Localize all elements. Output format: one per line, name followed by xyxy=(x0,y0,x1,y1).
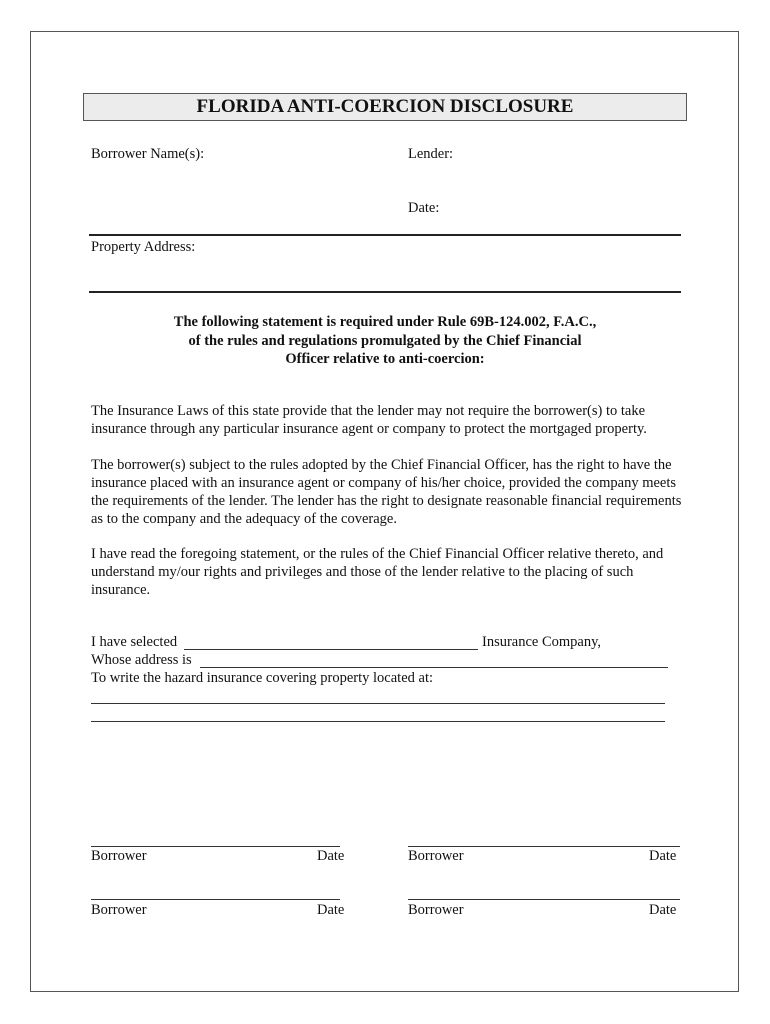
rule-statement-line-2: of the rules and regulations promulgated by the Chief Financial xyxy=(188,332,582,349)
rule-statement-line-1: The following statement is required under Rule 69B-124.002, F.A.C., xyxy=(173,314,597,330)
date-label: Date xyxy=(317,902,345,918)
address-divider xyxy=(89,291,681,293)
lender-label: Lender: xyxy=(408,146,454,162)
hazard-insurance-label: To write the hazard insurance covering property located at: xyxy=(91,670,434,686)
paragraph-text: The Insurance Laws of this state provide that the lender may not require the borrower(s) to take insurance through any particular insurance agent or company to protect the mortgaged property. xyxy=(91,403,647,437)
borrower-rights-paragraph xyxy=(91,456,683,528)
borrower-signature-line-3[interactable] xyxy=(91,899,340,900)
paragraph-text: The borrower(s) subject to the rules adopted by the Chief Financial Officer, has the right to have the insurance placed with an insurance agent or company of his/her choice, provided the company meets the requirements of the lender. The lender has the right to designate reasonable financial requirements as to the company and the adequacy of the coverage. xyxy=(91,457,682,527)
date-label: Date xyxy=(317,848,345,864)
property-location-line-2[interactable] xyxy=(91,721,665,722)
date-label: Date xyxy=(649,848,677,864)
property-location-line-1[interactable] xyxy=(91,703,665,704)
date-label: Date: xyxy=(408,200,440,216)
form-title: FLORIDA ANTI-COERCION DISCLOSURE xyxy=(83,93,687,121)
borrower-label: Borrower xyxy=(91,848,147,864)
insurance-laws-paragraph xyxy=(91,402,679,438)
rule-statement xyxy=(160,313,610,369)
borrower-label: Borrower xyxy=(408,902,464,918)
company-address-field[interactable] xyxy=(200,667,668,668)
borrower-label: Borrower xyxy=(91,902,147,918)
borrower-signature-line-1[interactable] xyxy=(91,846,340,847)
insurance-company-suffix: Insurance Company, xyxy=(482,634,602,650)
acknowledgement-paragraph xyxy=(91,545,673,599)
paragraph-text: I have read the foregoing statement, or the rules of the Chief Financial Officer relative thereto, and understand my/our rights and privileges and those of the lender relative to the placing of such insurance. xyxy=(91,546,664,598)
header-divider xyxy=(89,234,681,236)
date-label: Date xyxy=(649,902,677,918)
insurance-company-field[interactable] xyxy=(184,649,478,650)
borrower-names-label: Borrower Name(s): xyxy=(91,146,205,162)
selected-label: I have selected xyxy=(91,634,178,650)
borrower-label: Borrower xyxy=(408,848,464,864)
borrower-signature-line-2[interactable] xyxy=(408,846,680,847)
property-address-label: Property Address: xyxy=(91,239,196,255)
borrower-signature-line-4[interactable] xyxy=(408,899,680,900)
address-label: Whose address is xyxy=(91,652,192,668)
rule-statement-line-3: Officer relative to anti-coercion: xyxy=(285,351,485,367)
